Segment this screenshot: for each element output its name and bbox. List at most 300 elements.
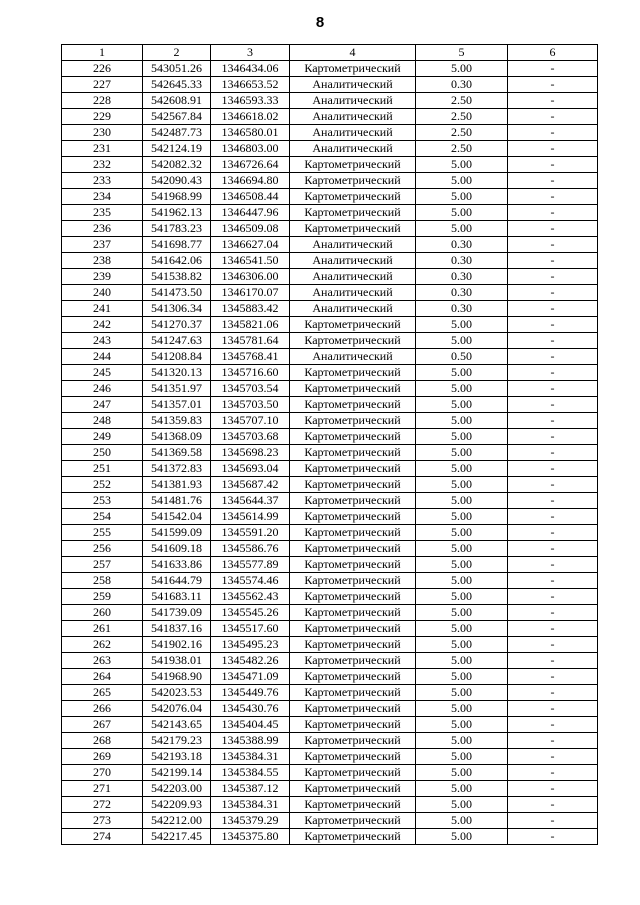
x-coordinate-cell: 542487.73 — [143, 125, 211, 141]
accuracy-cell: 5.00 — [416, 173, 508, 189]
y-coordinate-cell: 1345545.26 — [211, 605, 290, 621]
table-row — [62, 413, 598, 429]
remark-cell: - — [508, 605, 598, 621]
point-number-cell: 250 — [62, 445, 143, 461]
method-cell: Картометрический — [290, 589, 416, 605]
remark-cell: - — [508, 445, 598, 461]
remark-cell: - — [508, 557, 598, 573]
table-row — [62, 573, 598, 589]
y-coordinate-cell: 1346694.80 — [211, 173, 290, 189]
accuracy-cell: 2.50 — [416, 125, 508, 141]
x-coordinate-cell: 542608.91 — [143, 93, 211, 109]
accuracy-cell: 5.00 — [416, 477, 508, 493]
x-coordinate-cell: 543051.26 — [143, 61, 211, 77]
method-cell: Картометрический — [290, 365, 416, 381]
remark-cell: - — [508, 157, 598, 173]
remark-cell: - — [508, 589, 598, 605]
accuracy-cell: 5.00 — [416, 605, 508, 621]
remark-cell: - — [508, 733, 598, 749]
y-coordinate-cell: 1346447.96 — [211, 205, 290, 221]
y-coordinate-cell: 1346593.33 — [211, 93, 290, 109]
table-row — [62, 749, 598, 765]
remark-cell: - — [508, 653, 598, 669]
x-coordinate-cell: 541208.84 — [143, 349, 211, 365]
x-coordinate-cell: 542217.45 — [143, 829, 211, 845]
method-cell: Картометрический — [290, 205, 416, 221]
table-row — [62, 637, 598, 653]
y-coordinate-cell: 1346627.04 — [211, 237, 290, 253]
remark-cell: - — [508, 189, 598, 205]
x-coordinate-cell: 541481.76 — [143, 493, 211, 509]
x-coordinate-cell: 541369.58 — [143, 445, 211, 461]
method-cell: Картометрический — [290, 429, 416, 445]
table-row — [62, 781, 598, 797]
method-cell: Картометрический — [290, 173, 416, 189]
table-row — [62, 253, 598, 269]
method-cell: Картометрический — [290, 829, 416, 845]
method-cell: Картометрический — [290, 733, 416, 749]
table-row — [62, 797, 598, 813]
y-coordinate-cell: 1345703.50 — [211, 397, 290, 413]
y-coordinate-cell: 1345449.76 — [211, 685, 290, 701]
method-cell: Картометрический — [290, 397, 416, 413]
y-coordinate-cell: 1345703.54 — [211, 381, 290, 397]
remark-cell: - — [508, 397, 598, 413]
x-coordinate-cell: 541962.13 — [143, 205, 211, 221]
x-coordinate-cell: 542023.53 — [143, 685, 211, 701]
point-number-cell: 265 — [62, 685, 143, 701]
accuracy-cell: 5.00 — [416, 333, 508, 349]
accuracy-cell: 5.00 — [416, 701, 508, 717]
remark-cell: - — [508, 237, 598, 253]
method-cell: Картометрический — [290, 525, 416, 541]
y-coordinate-cell: 1345482.26 — [211, 653, 290, 669]
method-cell: Картометрический — [290, 221, 416, 237]
table-row — [62, 205, 598, 221]
x-coordinate-cell: 542082.32 — [143, 157, 211, 173]
x-coordinate-cell: 541306.34 — [143, 301, 211, 317]
remark-cell: - — [508, 829, 598, 845]
point-number-cell: 274 — [62, 829, 143, 845]
table-row — [62, 397, 598, 413]
table-row — [62, 541, 598, 557]
method-cell: Картометрический — [290, 445, 416, 461]
method-cell: Картометрический — [290, 781, 416, 797]
accuracy-cell: 5.00 — [416, 429, 508, 445]
point-number-cell: 230 — [62, 125, 143, 141]
accuracy-cell: 5.00 — [416, 461, 508, 477]
y-coordinate-cell: 1345517.60 — [211, 621, 290, 637]
accuracy-cell: 0.30 — [416, 269, 508, 285]
accuracy-cell: 5.00 — [416, 669, 508, 685]
point-number-cell: 240 — [62, 285, 143, 301]
point-number-cell: 237 — [62, 237, 143, 253]
method-cell: Картометрический — [290, 557, 416, 573]
method-cell: Картометрический — [290, 189, 416, 205]
y-coordinate-cell: 1345495.23 — [211, 637, 290, 653]
accuracy-cell: 5.00 — [416, 829, 508, 845]
table-row — [62, 829, 598, 845]
point-number-cell: 255 — [62, 525, 143, 541]
point-number-cell: 253 — [62, 493, 143, 509]
accuracy-cell: 0.50 — [416, 349, 508, 365]
table-row — [62, 461, 598, 477]
method-cell: Картометрический — [290, 413, 416, 429]
remark-cell: - — [508, 141, 598, 157]
remark-cell: - — [508, 205, 598, 221]
point-number-cell: 257 — [62, 557, 143, 573]
table-row — [62, 525, 598, 541]
y-coordinate-cell: 1346580.01 — [211, 125, 290, 141]
table-row — [62, 429, 598, 445]
remark-cell: - — [508, 797, 598, 813]
method-cell: Картометрический — [290, 749, 416, 765]
method-cell: Картометрический — [290, 637, 416, 653]
remark-cell: - — [508, 701, 598, 717]
accuracy-cell: 5.00 — [416, 621, 508, 637]
y-coordinate-cell: 1345388.99 — [211, 733, 290, 749]
table-row — [62, 77, 598, 93]
accuracy-cell: 5.00 — [416, 221, 508, 237]
x-coordinate-cell: 541968.90 — [143, 669, 211, 685]
y-coordinate-cell: 1345562.43 — [211, 589, 290, 605]
remark-cell: - — [508, 429, 598, 445]
remark-cell: - — [508, 349, 598, 365]
method-cell: Картометрический — [290, 493, 416, 509]
remark-cell: - — [508, 381, 598, 397]
accuracy-cell: 2.50 — [416, 141, 508, 157]
y-coordinate-cell: 1345430.76 — [211, 701, 290, 717]
method-cell: Картометрический — [290, 669, 416, 685]
accuracy-cell: 5.00 — [416, 397, 508, 413]
y-coordinate-cell: 1346541.50 — [211, 253, 290, 269]
point-number-cell: 270 — [62, 765, 143, 781]
y-coordinate-cell: 1346434.06 — [211, 61, 290, 77]
remark-cell: - — [508, 573, 598, 589]
table-row — [62, 685, 598, 701]
table-row — [62, 237, 598, 253]
method-cell: Аналитический — [290, 93, 416, 109]
table-row — [62, 141, 598, 157]
accuracy-cell: 0.30 — [416, 285, 508, 301]
y-coordinate-cell: 1345471.09 — [211, 669, 290, 685]
remark-cell: - — [508, 317, 598, 333]
table-row — [62, 109, 598, 125]
table-row — [62, 813, 598, 829]
x-coordinate-cell: 542212.00 — [143, 813, 211, 829]
accuracy-cell: 0.30 — [416, 77, 508, 93]
y-coordinate-cell: 1345644.37 — [211, 493, 290, 509]
x-coordinate-cell: 542203.00 — [143, 781, 211, 797]
y-coordinate-cell: 1345687.42 — [211, 477, 290, 493]
point-number-cell: 248 — [62, 413, 143, 429]
y-coordinate-cell: 1345375.80 — [211, 829, 290, 845]
remark-cell: - — [508, 717, 598, 733]
accuracy-cell: 5.00 — [416, 61, 508, 77]
point-number-cell: 269 — [62, 749, 143, 765]
remark-cell: - — [508, 77, 598, 93]
point-number-cell: 264 — [62, 669, 143, 685]
point-number-cell: 261 — [62, 621, 143, 637]
y-coordinate-cell: 1345781.64 — [211, 333, 290, 349]
table-row — [62, 621, 598, 637]
remark-cell: - — [508, 93, 598, 109]
method-cell: Аналитический — [290, 253, 416, 269]
table-row — [62, 125, 598, 141]
y-coordinate-cell: 1345821.06 — [211, 317, 290, 333]
x-coordinate-cell: 541351.97 — [143, 381, 211, 397]
table-row — [62, 365, 598, 381]
remark-cell: - — [508, 749, 598, 765]
table-row — [62, 285, 598, 301]
y-coordinate-cell: 1345384.31 — [211, 749, 290, 765]
method-cell: Картометрический — [290, 621, 416, 637]
accuracy-cell: 5.00 — [416, 493, 508, 509]
y-coordinate-cell: 1345586.76 — [211, 541, 290, 557]
accuracy-cell: 5.00 — [416, 557, 508, 573]
table-row — [62, 557, 598, 573]
column-header: 4 — [290, 45, 416, 61]
table-row — [62, 717, 598, 733]
point-number-cell: 246 — [62, 381, 143, 397]
accuracy-cell: 5.00 — [416, 685, 508, 701]
accuracy-cell: 5.00 — [416, 589, 508, 605]
y-coordinate-cell: 1346653.52 — [211, 77, 290, 93]
point-number-cell: 271 — [62, 781, 143, 797]
accuracy-cell: 5.00 — [416, 525, 508, 541]
point-number-cell: 259 — [62, 589, 143, 605]
table-row — [62, 493, 598, 509]
point-number-cell: 228 — [62, 93, 143, 109]
accuracy-cell: 5.00 — [416, 381, 508, 397]
table-row — [62, 605, 598, 621]
table-row — [62, 653, 598, 669]
x-coordinate-cell: 541357.01 — [143, 397, 211, 413]
accuracy-cell: 5.00 — [416, 189, 508, 205]
point-number-cell: 245 — [62, 365, 143, 381]
x-coordinate-cell: 541968.99 — [143, 189, 211, 205]
method-cell: Картометрический — [290, 813, 416, 829]
x-coordinate-cell: 541359.83 — [143, 413, 211, 429]
method-cell: Картометрический — [290, 605, 416, 621]
x-coordinate-cell: 541938.01 — [143, 653, 211, 669]
point-number-cell: 247 — [62, 397, 143, 413]
accuracy-cell: 0.30 — [416, 237, 508, 253]
method-cell: Аналитический — [290, 349, 416, 365]
x-coordinate-cell: 541372.83 — [143, 461, 211, 477]
accuracy-cell: 2.50 — [416, 93, 508, 109]
table-body — [62, 61, 598, 845]
remark-cell: - — [508, 253, 598, 269]
x-coordinate-cell: 541698.77 — [143, 237, 211, 253]
y-coordinate-cell: 1345883.42 — [211, 301, 290, 317]
x-coordinate-cell: 541538.82 — [143, 269, 211, 285]
x-coordinate-cell: 541642.06 — [143, 253, 211, 269]
y-coordinate-cell: 1346803.00 — [211, 141, 290, 157]
remark-cell: - — [508, 541, 598, 557]
method-cell: Картометрический — [290, 541, 416, 557]
accuracy-cell: 5.00 — [416, 365, 508, 381]
y-coordinate-cell: 1345574.46 — [211, 573, 290, 589]
x-coordinate-cell: 542090.43 — [143, 173, 211, 189]
y-coordinate-cell: 1345384.31 — [211, 797, 290, 813]
y-coordinate-cell: 1345707.10 — [211, 413, 290, 429]
point-number-cell: 243 — [62, 333, 143, 349]
point-number-cell: 234 — [62, 189, 143, 205]
accuracy-cell: 2.50 — [416, 109, 508, 125]
table-row — [62, 381, 598, 397]
remark-cell: - — [508, 637, 598, 653]
accuracy-cell: 5.00 — [416, 205, 508, 221]
y-coordinate-cell: 1345768.41 — [211, 349, 290, 365]
method-cell: Аналитический — [290, 141, 416, 157]
y-coordinate-cell: 1345716.60 — [211, 365, 290, 381]
table-row — [62, 61, 598, 77]
method-cell: Картометрический — [290, 333, 416, 349]
point-number-cell: 249 — [62, 429, 143, 445]
x-coordinate-cell: 542124.19 — [143, 141, 211, 157]
method-cell: Картометрический — [290, 461, 416, 477]
y-coordinate-cell: 1345379.29 — [211, 813, 290, 829]
table-row — [62, 221, 598, 237]
accuracy-cell: 5.00 — [416, 541, 508, 557]
table-row — [62, 733, 598, 749]
remark-cell: - — [508, 221, 598, 237]
x-coordinate-cell: 541599.09 — [143, 525, 211, 541]
method-cell: Аналитический — [290, 125, 416, 141]
point-number-cell: 258 — [62, 573, 143, 589]
accuracy-cell: 5.00 — [416, 813, 508, 829]
remark-cell: - — [508, 781, 598, 797]
method-cell: Картометрический — [290, 381, 416, 397]
table-row — [62, 317, 598, 333]
y-coordinate-cell: 1346306.00 — [211, 269, 290, 285]
remark-cell: - — [508, 109, 598, 125]
method-cell: Картометрический — [290, 573, 416, 589]
remark-cell: - — [508, 333, 598, 349]
column-header: 2 — [143, 45, 211, 61]
y-coordinate-cell: 1346170.07 — [211, 285, 290, 301]
x-coordinate-cell: 541609.18 — [143, 541, 211, 557]
point-number-cell: 229 — [62, 109, 143, 125]
method-cell: Аналитический — [290, 285, 416, 301]
remark-cell: - — [508, 493, 598, 509]
method-cell: Картометрический — [290, 717, 416, 733]
accuracy-cell: 5.00 — [416, 733, 508, 749]
x-coordinate-cell: 542193.18 — [143, 749, 211, 765]
accuracy-cell: 5.00 — [416, 749, 508, 765]
point-number-cell: 260 — [62, 605, 143, 621]
remark-cell: - — [508, 765, 598, 781]
x-coordinate-cell: 541644.79 — [143, 573, 211, 589]
point-number-cell: 239 — [62, 269, 143, 285]
remark-cell: - — [508, 685, 598, 701]
x-coordinate-cell: 541473.50 — [143, 285, 211, 301]
method-cell: Картометрический — [290, 653, 416, 669]
remark-cell: - — [508, 269, 598, 285]
y-coordinate-cell: 1346726.64 — [211, 157, 290, 173]
x-coordinate-cell: 541739.09 — [143, 605, 211, 621]
point-number-cell: 233 — [62, 173, 143, 189]
point-number-cell: 252 — [62, 477, 143, 493]
method-cell: Картометрический — [290, 509, 416, 525]
accuracy-cell: 0.30 — [416, 301, 508, 317]
x-coordinate-cell: 542645.33 — [143, 77, 211, 93]
table-header-row — [62, 45, 598, 61]
point-number-cell: 236 — [62, 221, 143, 237]
y-coordinate-cell: 1345591.20 — [211, 525, 290, 541]
table-row — [62, 669, 598, 685]
accuracy-cell: 5.00 — [416, 717, 508, 733]
accuracy-cell: 5.00 — [416, 573, 508, 589]
table-row — [62, 301, 598, 317]
x-coordinate-cell: 541368.09 — [143, 429, 211, 445]
column-header: 6 — [508, 45, 598, 61]
x-coordinate-cell: 542143.65 — [143, 717, 211, 733]
method-cell: Картометрический — [290, 797, 416, 813]
method-cell: Картометрический — [290, 61, 416, 77]
accuracy-cell: 5.00 — [416, 781, 508, 797]
accuracy-cell: 5.00 — [416, 797, 508, 813]
point-number-cell: 267 — [62, 717, 143, 733]
accuracy-cell: 5.00 — [416, 637, 508, 653]
remark-cell: - — [508, 525, 598, 541]
method-cell: Картометрический — [290, 765, 416, 781]
table-row — [62, 509, 598, 525]
method-cell: Аналитический — [290, 301, 416, 317]
remark-cell: - — [508, 813, 598, 829]
table-row — [62, 93, 598, 109]
remark-cell: - — [508, 125, 598, 141]
remark-cell: - — [508, 461, 598, 477]
y-coordinate-cell: 1345703.68 — [211, 429, 290, 445]
x-coordinate-cell: 542179.23 — [143, 733, 211, 749]
point-number-cell: 231 — [62, 141, 143, 157]
table-row — [62, 765, 598, 781]
method-cell: Картометрический — [290, 701, 416, 717]
y-coordinate-cell: 1345614.99 — [211, 509, 290, 525]
method-cell: Аналитический — [290, 109, 416, 125]
x-coordinate-cell: 541633.86 — [143, 557, 211, 573]
method-cell: Картометрический — [290, 685, 416, 701]
accuracy-cell: 5.00 — [416, 509, 508, 525]
table-row — [62, 157, 598, 173]
point-number-cell: 242 — [62, 317, 143, 333]
point-number-cell: 262 — [62, 637, 143, 653]
remark-cell: - — [508, 669, 598, 685]
y-coordinate-cell: 1345693.04 — [211, 461, 290, 477]
y-coordinate-cell: 1345577.89 — [211, 557, 290, 573]
y-coordinate-cell: 1345404.45 — [211, 717, 290, 733]
accuracy-cell: 5.00 — [416, 765, 508, 781]
point-number-cell: 263 — [62, 653, 143, 669]
remark-cell: - — [508, 509, 598, 525]
y-coordinate-cell: 1346618.02 — [211, 109, 290, 125]
remark-cell: - — [508, 621, 598, 637]
remark-cell: - — [508, 477, 598, 493]
point-number-cell: 227 — [62, 77, 143, 93]
point-number-cell: 272 — [62, 797, 143, 813]
x-coordinate-cell: 541683.11 — [143, 589, 211, 605]
point-number-cell: 238 — [62, 253, 143, 269]
column-header: 1 — [62, 45, 143, 61]
x-coordinate-cell: 542199.14 — [143, 765, 211, 781]
table-row — [62, 349, 598, 365]
method-cell: Аналитический — [290, 237, 416, 253]
y-coordinate-cell: 1345384.55 — [211, 765, 290, 781]
x-coordinate-cell: 541270.37 — [143, 317, 211, 333]
y-coordinate-cell: 1346508.44 — [211, 189, 290, 205]
